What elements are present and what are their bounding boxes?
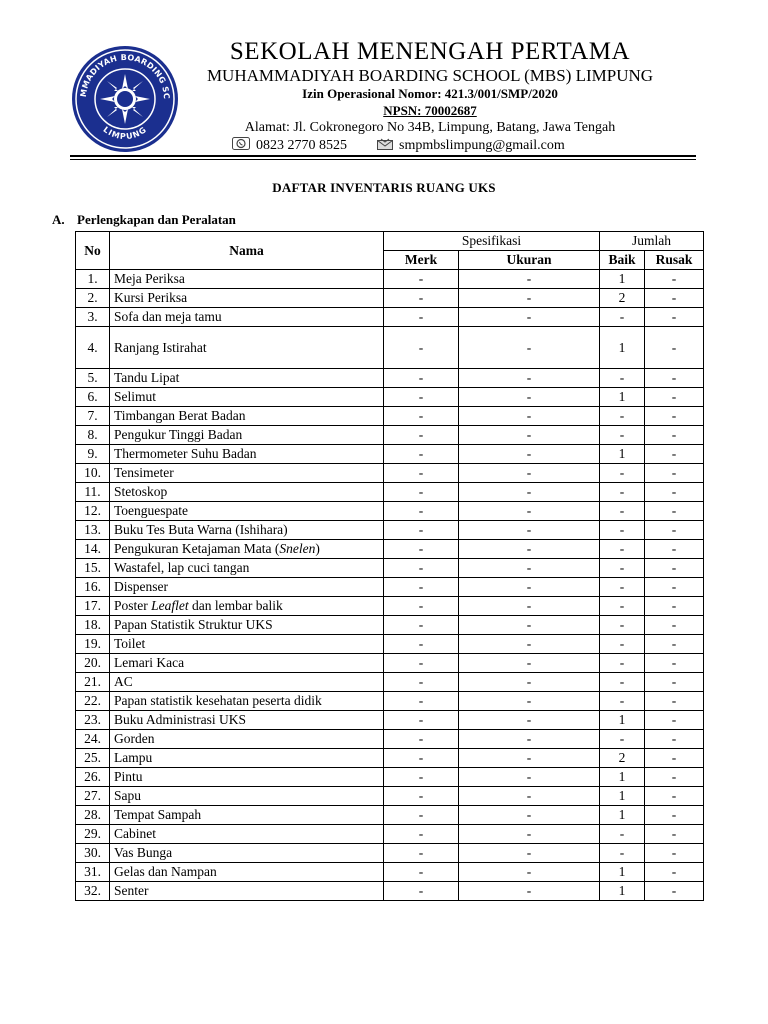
item-name: Meja Periksa bbox=[110, 270, 384, 289]
item-merk: - bbox=[384, 844, 459, 863]
item-rusak: - bbox=[645, 673, 704, 692]
item-merk: - bbox=[384, 882, 459, 901]
item-rusak: - bbox=[645, 464, 704, 483]
item-baik: - bbox=[600, 654, 645, 673]
item-ukuran: - bbox=[459, 521, 600, 540]
item-baik: 1 bbox=[600, 806, 645, 825]
row-number: 21. bbox=[76, 673, 110, 692]
row-number: 12. bbox=[76, 502, 110, 521]
item-ukuran: - bbox=[459, 730, 600, 749]
header-merk: Merk bbox=[384, 251, 459, 270]
item-baik: 1 bbox=[600, 863, 645, 882]
item-name: Sofa dan meja tamu bbox=[110, 308, 384, 327]
item-name: Cabinet bbox=[110, 825, 384, 844]
item-rusak: - bbox=[645, 654, 704, 673]
item-merk: - bbox=[384, 270, 459, 289]
item-baik: - bbox=[600, 502, 645, 521]
item-merk: - bbox=[384, 711, 459, 730]
item-ukuran: - bbox=[459, 559, 600, 578]
row-number: 19. bbox=[76, 635, 110, 654]
table-row bbox=[76, 426, 704, 445]
header-nama: Nama bbox=[110, 232, 384, 270]
item-ukuran: - bbox=[459, 407, 600, 426]
item-baik: - bbox=[600, 692, 645, 711]
item-baik: - bbox=[600, 673, 645, 692]
item-merk: - bbox=[384, 289, 459, 308]
item-ukuran: - bbox=[459, 806, 600, 825]
item-name: Kursi Periksa bbox=[110, 289, 384, 308]
table-row bbox=[76, 692, 704, 711]
item-ukuran: - bbox=[459, 388, 600, 407]
row-number: 10. bbox=[76, 464, 110, 483]
item-baik: - bbox=[600, 540, 645, 559]
item-rusak: - bbox=[645, 711, 704, 730]
item-baik: 1 bbox=[600, 445, 645, 464]
item-baik: 1 bbox=[600, 882, 645, 901]
item-baik: 1 bbox=[600, 270, 645, 289]
row-number: 5. bbox=[76, 369, 110, 388]
item-merk: - bbox=[384, 308, 459, 327]
item-ukuran: - bbox=[459, 483, 600, 502]
item-rusak: - bbox=[645, 426, 704, 445]
item-merk: - bbox=[384, 327, 459, 369]
item-baik: - bbox=[600, 825, 645, 844]
item-merk: - bbox=[384, 483, 459, 502]
section-title: Perlengkapan dan Peralatan bbox=[77, 212, 236, 227]
item-ukuran: - bbox=[459, 863, 600, 882]
item-merk: - bbox=[384, 616, 459, 635]
item-ukuran: - bbox=[459, 289, 600, 308]
item-rusak: - bbox=[645, 388, 704, 407]
item-name: Papan Statistik Struktur UKS bbox=[110, 616, 384, 635]
item-baik: - bbox=[600, 308, 645, 327]
row-number: 30. bbox=[76, 844, 110, 863]
item-ukuran: - bbox=[459, 578, 600, 597]
item-rusak: - bbox=[645, 445, 704, 464]
item-baik: - bbox=[600, 616, 645, 635]
item-merk: - bbox=[384, 692, 459, 711]
table-row bbox=[76, 749, 704, 768]
table-row bbox=[76, 327, 704, 369]
item-merk: - bbox=[384, 730, 459, 749]
item-merk: - bbox=[384, 635, 459, 654]
item-rusak: - bbox=[645, 407, 704, 426]
row-number: 9. bbox=[76, 445, 110, 464]
item-baik: - bbox=[600, 521, 645, 540]
header-jumlah: Jumlah bbox=[600, 232, 704, 251]
row-number: 11. bbox=[76, 483, 110, 502]
item-rusak: - bbox=[645, 270, 704, 289]
inventory-table bbox=[75, 231, 704, 901]
contact-line bbox=[232, 137, 565, 155]
row-number: 4. bbox=[76, 327, 110, 369]
row-number: 7. bbox=[76, 407, 110, 426]
item-merk: - bbox=[384, 825, 459, 844]
item-name: Lampu bbox=[110, 749, 384, 768]
row-number: 14. bbox=[76, 540, 110, 559]
item-baik: 1 bbox=[600, 327, 645, 369]
table-row bbox=[76, 616, 704, 635]
item-merk: - bbox=[384, 426, 459, 445]
item-merk: - bbox=[384, 654, 459, 673]
item-baik: 1 bbox=[600, 787, 645, 806]
item-name: Gorden bbox=[110, 730, 384, 749]
item-baik: 2 bbox=[600, 749, 645, 768]
row-number: 17. bbox=[76, 597, 110, 616]
item-baik: - bbox=[600, 369, 645, 388]
item-ukuran: - bbox=[459, 369, 600, 388]
item-rusak: - bbox=[645, 521, 704, 540]
header-ukuran: Ukuran bbox=[459, 251, 600, 270]
table-row bbox=[76, 559, 704, 578]
row-number: 8. bbox=[76, 426, 110, 445]
npsn-number: NPSN: 70002687 bbox=[383, 103, 477, 118]
row-number: 26. bbox=[76, 768, 110, 787]
row-number: 28. bbox=[76, 806, 110, 825]
table-row bbox=[76, 445, 704, 464]
item-merk: - bbox=[384, 597, 459, 616]
item-name: Pintu bbox=[110, 768, 384, 787]
item-rusak: - bbox=[645, 730, 704, 749]
table-row bbox=[76, 844, 704, 863]
table-row bbox=[76, 654, 704, 673]
item-name: Thermometer Suhu Badan bbox=[110, 445, 384, 464]
item-ukuran: - bbox=[459, 692, 600, 711]
item-baik: 1 bbox=[600, 388, 645, 407]
item-baik: 1 bbox=[600, 768, 645, 787]
row-number: 23. bbox=[76, 711, 110, 730]
item-name: Sapu bbox=[110, 787, 384, 806]
item-merk: - bbox=[384, 540, 459, 559]
item-ukuran: - bbox=[459, 844, 600, 863]
row-number: 2. bbox=[76, 289, 110, 308]
item-ukuran: - bbox=[459, 749, 600, 768]
table-row bbox=[76, 882, 704, 901]
whatsapp-icon bbox=[232, 137, 250, 155]
item-rusak: - bbox=[645, 806, 704, 825]
row-number: 31. bbox=[76, 863, 110, 882]
table-row bbox=[76, 578, 704, 597]
item-merk: - bbox=[384, 673, 459, 692]
row-number: 3. bbox=[76, 308, 110, 327]
item-rusak: - bbox=[645, 844, 704, 863]
item-merk: - bbox=[384, 578, 459, 597]
item-ukuran: - bbox=[459, 540, 600, 559]
item-name: Stetoskop bbox=[110, 483, 384, 502]
item-name: Pengukuran Ketajaman Mata (Snelen) bbox=[110, 540, 384, 559]
letterhead-rule-thin bbox=[70, 159, 696, 160]
item-rusak: - bbox=[645, 540, 704, 559]
item-rusak: - bbox=[645, 578, 704, 597]
item-name: Buku Administrasi UKS bbox=[110, 711, 384, 730]
section-letter: A. bbox=[52, 212, 65, 227]
item-rusak: - bbox=[645, 597, 704, 616]
table-row bbox=[76, 502, 704, 521]
row-number: 13. bbox=[76, 521, 110, 540]
school-name: MUHAMMADIYAH BOARDING SCHOOL (MBS) LIMPUNG bbox=[206, 66, 654, 85]
table-row bbox=[76, 388, 704, 407]
header-baik: Baik bbox=[600, 251, 645, 270]
school-type: SEKOLAH MENENGAH PERTAMA bbox=[229, 38, 631, 65]
item-name: Tensimeter bbox=[110, 464, 384, 483]
logo-ring-top-text: MMADIYAH BOARDING SC bbox=[78, 52, 172, 100]
envelope-icon bbox=[377, 138, 393, 155]
table-row bbox=[76, 483, 704, 502]
item-rusak: - bbox=[645, 825, 704, 844]
table-row bbox=[76, 825, 704, 844]
item-merk: - bbox=[384, 559, 459, 578]
item-baik: - bbox=[600, 483, 645, 502]
header-rusak: Rusak bbox=[645, 251, 704, 270]
item-name: Pengukur Tinggi Badan bbox=[110, 426, 384, 445]
item-rusak: - bbox=[645, 369, 704, 388]
item-baik: - bbox=[600, 578, 645, 597]
header-no: No bbox=[76, 232, 110, 270]
item-rusak: - bbox=[645, 502, 704, 521]
item-rusak: - bbox=[645, 692, 704, 711]
item-baik: - bbox=[600, 407, 645, 426]
item-baik: 2 bbox=[600, 289, 645, 308]
row-number: 27. bbox=[76, 787, 110, 806]
item-ukuran: - bbox=[459, 327, 600, 369]
item-name: Wastafel, lap cuci tangan bbox=[110, 559, 384, 578]
row-number: 16. bbox=[76, 578, 110, 597]
table-row bbox=[76, 308, 704, 327]
item-ukuran: - bbox=[459, 308, 600, 327]
item-ukuran: - bbox=[459, 787, 600, 806]
item-name: Toenguespate bbox=[110, 502, 384, 521]
item-name: Vas Bunga bbox=[110, 844, 384, 863]
item-merk: - bbox=[384, 464, 459, 483]
item-name: Tandu Lipat bbox=[110, 369, 384, 388]
item-merk: - bbox=[384, 445, 459, 464]
item-rusak: - bbox=[645, 787, 704, 806]
item-rusak: - bbox=[645, 289, 704, 308]
item-rusak: - bbox=[645, 616, 704, 635]
table-row bbox=[76, 673, 704, 692]
item-baik: - bbox=[600, 597, 645, 616]
row-number: 24. bbox=[76, 730, 110, 749]
item-rusak: - bbox=[645, 768, 704, 787]
item-rusak: - bbox=[645, 308, 704, 327]
item-merk: - bbox=[384, 768, 459, 787]
item-name: Senter bbox=[110, 882, 384, 901]
row-number: 25. bbox=[76, 749, 110, 768]
item-ukuran: - bbox=[459, 445, 600, 464]
table-row bbox=[76, 270, 704, 289]
row-number: 29. bbox=[76, 825, 110, 844]
item-merk: - bbox=[384, 369, 459, 388]
section-heading bbox=[52, 212, 236, 228]
item-name: Ranjang Istirahat bbox=[110, 327, 384, 369]
item-merk: - bbox=[384, 863, 459, 882]
row-number: 20. bbox=[76, 654, 110, 673]
item-rusak: - bbox=[645, 749, 704, 768]
table-row bbox=[76, 730, 704, 749]
item-ukuran: - bbox=[459, 635, 600, 654]
header-spesifikasi: Spesifikasi bbox=[384, 232, 600, 251]
item-rusak: - bbox=[645, 559, 704, 578]
school-logo bbox=[70, 44, 180, 154]
item-baik: - bbox=[600, 635, 645, 654]
table-row bbox=[76, 369, 704, 388]
table-row bbox=[76, 787, 704, 806]
item-ukuran: - bbox=[459, 825, 600, 844]
item-name: Selimut bbox=[110, 388, 384, 407]
item-ukuran: - bbox=[459, 711, 600, 730]
item-merk: - bbox=[384, 749, 459, 768]
item-name: Gelas dan Nampan bbox=[110, 863, 384, 882]
item-name: Poster Leaflet dan lembar balik bbox=[110, 597, 384, 616]
item-rusak: - bbox=[645, 882, 704, 901]
item-name: Tempat Sampah bbox=[110, 806, 384, 825]
table-row bbox=[76, 289, 704, 308]
item-baik: - bbox=[600, 844, 645, 863]
logo-ring-bottom-text: LIMPUNG bbox=[101, 124, 149, 142]
item-ukuran: - bbox=[459, 426, 600, 445]
table-row bbox=[76, 464, 704, 483]
letterhead-rule bbox=[70, 155, 696, 157]
item-merk: - bbox=[384, 787, 459, 806]
row-number: 22. bbox=[76, 692, 110, 711]
table-row bbox=[76, 540, 704, 559]
item-baik: - bbox=[600, 464, 645, 483]
item-ukuran: - bbox=[459, 464, 600, 483]
item-name: AC bbox=[110, 673, 384, 692]
item-baik: - bbox=[600, 426, 645, 445]
item-merk: - bbox=[384, 407, 459, 426]
email-address: smpmbslimpung@gmail.com bbox=[399, 138, 565, 153]
item-rusak: - bbox=[645, 327, 704, 369]
table-row bbox=[76, 711, 704, 730]
table-row bbox=[76, 597, 704, 616]
row-number: 1. bbox=[76, 270, 110, 289]
table-row bbox=[76, 768, 704, 787]
item-ukuran: - bbox=[459, 654, 600, 673]
item-ukuran: - bbox=[459, 673, 600, 692]
table-row bbox=[76, 407, 704, 426]
item-ukuran: - bbox=[459, 597, 600, 616]
item-ukuran: - bbox=[459, 882, 600, 901]
item-baik: - bbox=[600, 559, 645, 578]
item-name: Papan statistik kesehatan peserta didik bbox=[110, 692, 384, 711]
item-rusak: - bbox=[645, 635, 704, 654]
operational-permit: Izin Operasional Nomor: 421.3/001/SMP/2020 bbox=[302, 86, 558, 101]
item-name: Lemari Kaca bbox=[110, 654, 384, 673]
row-number: 15. bbox=[76, 559, 110, 578]
item-merk: - bbox=[384, 806, 459, 825]
item-name: Buku Tes Buta Warna (Ishihara) bbox=[110, 521, 384, 540]
item-merk: - bbox=[384, 521, 459, 540]
row-number: 32. bbox=[76, 882, 110, 901]
table-row bbox=[76, 635, 704, 654]
item-rusak: - bbox=[645, 863, 704, 882]
row-number: 18. bbox=[76, 616, 110, 635]
item-rusak: - bbox=[645, 483, 704, 502]
item-merk: - bbox=[384, 502, 459, 521]
table-row bbox=[76, 863, 704, 882]
item-name: Toilet bbox=[110, 635, 384, 654]
item-ukuran: - bbox=[459, 616, 600, 635]
table-row bbox=[76, 806, 704, 825]
item-name: Dispenser bbox=[110, 578, 384, 597]
row-number: 6. bbox=[76, 388, 110, 407]
school-address: Alamat: Jl. Cokronegoro No 34B, Limpung, Batang, Jawa Tengah bbox=[244, 120, 616, 135]
item-baik: 1 bbox=[600, 711, 645, 730]
item-ukuran: - bbox=[459, 270, 600, 289]
phone-number: 0823 2770 8525 bbox=[256, 138, 347, 153]
item-ukuran: - bbox=[459, 768, 600, 787]
item-merk: - bbox=[384, 388, 459, 407]
item-ukuran: - bbox=[459, 502, 600, 521]
item-name: Timbangan Berat Badan bbox=[110, 407, 384, 426]
item-baik: - bbox=[600, 730, 645, 749]
table-row bbox=[76, 521, 704, 540]
document-title: DAFTAR INVENTARIS RUANG UKS bbox=[272, 180, 496, 195]
